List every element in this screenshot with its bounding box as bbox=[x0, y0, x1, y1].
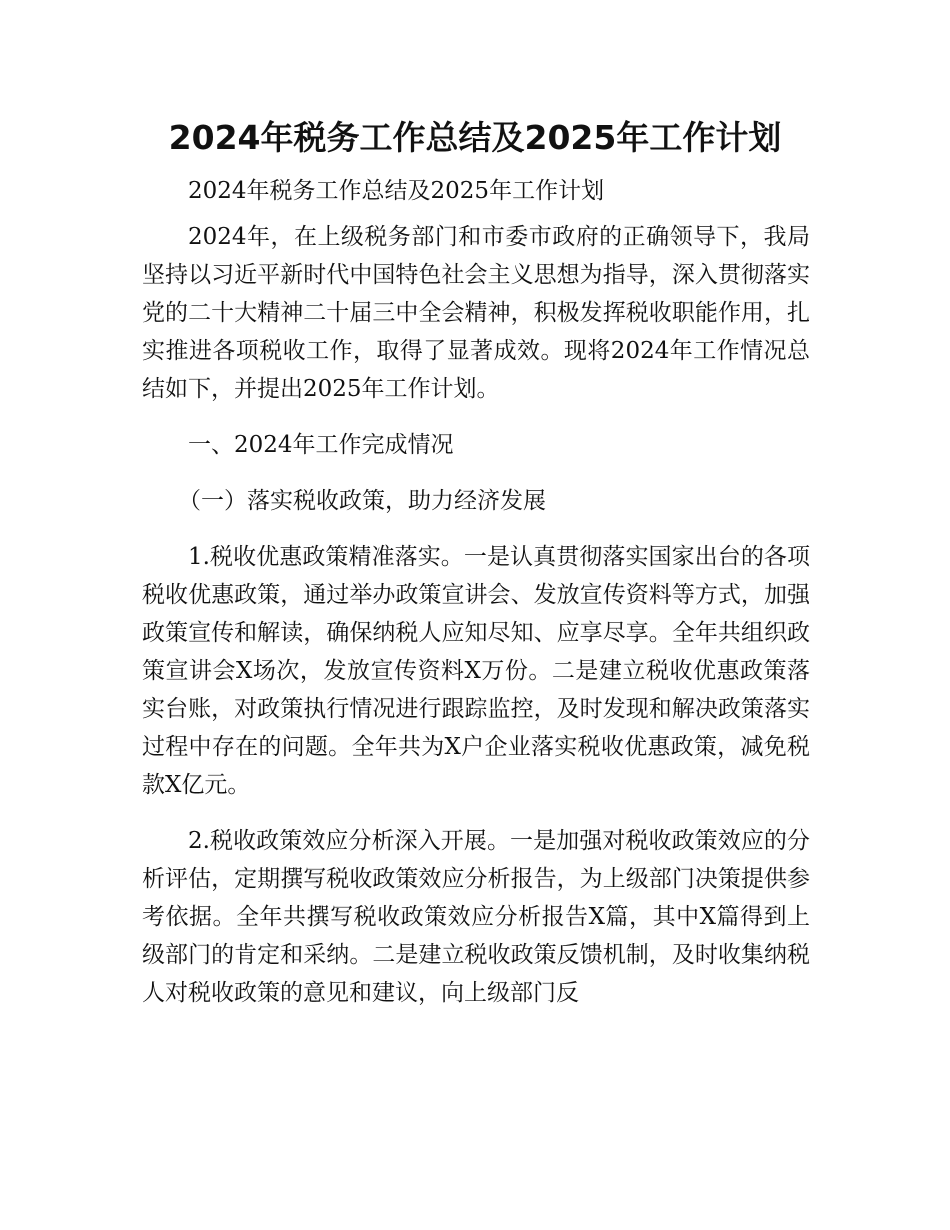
subtitle-paragraph: 2024年税务工作总结及2025年工作计划 bbox=[188, 178, 605, 204]
item-paragraph-2: 2.税收政策效应分析深入开展。一是加强对税收政策效应的分析评估，定期撰写税收政策效应分析报告，为上级部门决策提供参考依据。全年共撰写税收政策效应分析报告X篇，其中X篇得到上级部门的肯定和采纳。二是建立税收政策反馈机制，及时收集纳税人对税收政策的意见和建议，向上级部门反 bbox=[142, 828, 810, 1006]
document-title: 2024年税务工作总结及2025年工作计划 bbox=[168, 118, 782, 157]
intro-paragraph: 2024年，在上级税务部门和市委市政府的正确领导下，我局坚持以习近平新时代中国特色社会主义思想为指导，深入贯彻落实党的二十大精神二十届三中全会精神，积极发挥税收职能作用，扎实推进各项税收工作，取得了显著成效。现将2024年工作情况总结如下，并提出2025年工作计划。 bbox=[142, 224, 810, 402]
item-paragraph-1: 1.税收优惠政策精准落实。一是认真贯彻落实国家出台的各项税收优惠政策，通过举办政策宣讲会、发放宣传资料等方式，加强政策宣传和解读，确保纳税人应知尽知、应享尽享。全年共组织政策宣讲会X场次，发放宣传资料X万份。二是建立税收优惠政策落实台账，对政策执行情况进行跟踪监控，及时发现和解决政策落实过程中存在的问题。全年共为X户企业落实税收优惠政策，减免税款X亿元。 bbox=[142, 544, 810, 798]
section-heading-1: 一、2024年工作完成情况 bbox=[188, 432, 454, 458]
subsection-heading-1: （一）落实税收政策，助力经济发展 bbox=[178, 488, 546, 514]
document-body bbox=[142, 172, 810, 1012]
